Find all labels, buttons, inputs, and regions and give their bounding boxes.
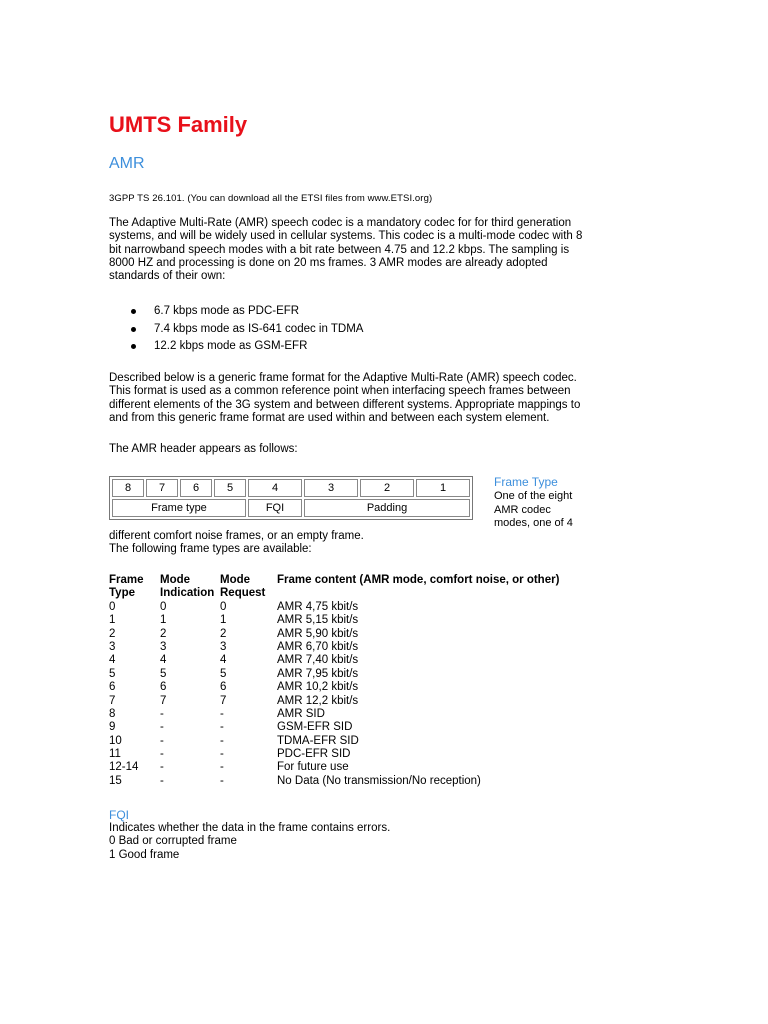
section-heading-amr: AMR [109, 155, 145, 172]
table-cell: No Data (No transmission/No reception) [277, 774, 481, 787]
frame-type-description [494, 490, 584, 531]
table-cell: 7 [220, 694, 227, 707]
table-cell: - [160, 748, 164, 761]
table-header-cell: Request [220, 587, 266, 600]
table-cell: - [220, 721, 224, 734]
field-row [112, 499, 470, 517]
table-cell: 2 [220, 627, 227, 640]
table-cell: 4 [160, 654, 167, 667]
table-cell: 0 [220, 600, 227, 613]
bit-row [112, 479, 470, 497]
amr-modes-list [109, 303, 363, 356]
table-cell: 4 [220, 654, 227, 667]
list-item [109, 321, 363, 339]
table-cell: - [220, 707, 224, 720]
list-item [109, 338, 363, 356]
field-cell-fqi: FQI [248, 499, 302, 517]
fqi-line: 1 Good frame [109, 848, 180, 861]
table-cell: - [160, 734, 164, 747]
bit-cell: 4 [248, 479, 302, 497]
table-cell: - [160, 774, 164, 787]
table-cell: 4 [109, 654, 116, 667]
table-cell: 3 [220, 640, 227, 653]
table-cell: - [220, 734, 224, 747]
table-cell: 2 [160, 627, 167, 640]
table-cell: 3 [160, 640, 167, 653]
table-cell: - [160, 707, 164, 720]
bullet-icon [131, 344, 136, 349]
bit-cell: 1 [416, 479, 470, 497]
table-cell: 1 [160, 614, 167, 627]
table-cell: - [220, 761, 224, 774]
table-header-cell: Frame content (AMR mode, comfort noise, or other) [277, 574, 560, 586]
frame-format-line: and from this generic frame format are used within and between each system element. [109, 411, 550, 424]
frame-format-line: different elements of the 3G system and between different systems. Appropriate mappings to [109, 398, 581, 411]
bit-cell: 3 [304, 479, 358, 497]
table-cell: AMR 12,2 kbit/s [277, 694, 359, 707]
frame-type-line: The following frame types are available: [109, 543, 312, 556]
table-cell: 3 [109, 640, 116, 653]
intro-line: standards of their own: [109, 270, 226, 283]
bit-cell: 7 [146, 479, 178, 497]
bit-cell: 2 [360, 479, 414, 497]
intro-line: 8000 HZ and processing is done on 20 ms frames. 3 AMR modes are already adopted [109, 256, 548, 269]
frame-type-line: AMR codec [494, 503, 551, 516]
list-item [109, 303, 363, 321]
table-header-cell: Frame [109, 574, 144, 586]
bit-cell: 8 [112, 479, 144, 497]
table-cell: 1 [109, 614, 116, 627]
table-cell: 12-14 [109, 761, 139, 774]
table-cell: 15 [109, 774, 122, 787]
table-cell: 5 [160, 667, 167, 680]
table-cell: 0 [160, 600, 167, 613]
table-cell: TDMA-EFR SID [277, 734, 359, 747]
table-header-cell: Mode [220, 574, 251, 586]
table-header-cell: Indication [160, 587, 215, 600]
intro-line: systems, and will be widely used in cellular systems. This codec is a multi-mode codec with 8 [109, 230, 583, 243]
fqi-line: Indicates whether the data in the frame contains errors. [109, 822, 391, 834]
table-cell: 2 [109, 627, 116, 640]
table-cell: - [220, 774, 224, 787]
table-cell: PDC-EFR SID [277, 748, 351, 761]
spec-reference: 3GPP TS 26.101. (You can download all the ETSI files from www.ETSI.org) [109, 193, 433, 204]
table-header-cell: Type [109, 587, 135, 600]
table-cell: - [160, 721, 164, 734]
frame-format-paragraph [109, 372, 579, 425]
table-cell: 7 [109, 694, 116, 707]
table-cell: 9 [109, 721, 116, 734]
bit-cell: 6 [180, 479, 212, 497]
table-cell: 6 [109, 681, 116, 694]
list-item-text: 6.7 kbps mode as PDC-EFR [154, 305, 300, 317]
table-cell: 5 [220, 667, 227, 680]
intro-line: bit narrowband speech modes with a bit rate between 4.75 and 12.2 kbps. The sampling is [109, 243, 570, 256]
table-cell: 11 [109, 748, 121, 761]
table-cell: 10 [109, 734, 122, 747]
table-header-cell: Mode [160, 574, 191, 586]
page-title: UMTS Family [109, 112, 248, 137]
frame-type-line: modes, one of 4 [494, 517, 573, 529]
table-cell: AMR 4,75 kbit/s [277, 600, 359, 613]
table-cell: 1 [220, 614, 227, 627]
fqi-heading: FQI [109, 808, 129, 822]
intro-line: The Adaptive Multi-Rate (AMR) speech codec is a mandatory codec for for third generation [109, 217, 572, 229]
frame-format-line: This format is used as a common reference point when interfacing speech frames between [109, 385, 571, 398]
frame-type-line: different comfort noise frames, or an empty frame. [109, 530, 364, 542]
frame-type-heading: Frame Type [494, 475, 558, 489]
field-cell-frame-type: Frame type [112, 499, 246, 517]
table-cell: AMR 6,70 kbit/s [277, 640, 359, 653]
frame-type-continued [109, 530, 579, 557]
table-cell: AMR SID [277, 707, 325, 720]
table-cell: 7 [160, 694, 167, 707]
list-item-text: 7.4 kbps mode as IS-641 codec in TDMA [154, 322, 364, 335]
list-item-text: 12.2 kbps mode as GSM-EFR [154, 340, 308, 352]
table-cell: 6 [220, 681, 227, 694]
frame-format-line: Described below is a generic frame format for the Adaptive Multi-Rate (AMR) speech codec. [109, 372, 577, 384]
table-cell: - [160, 761, 164, 774]
table-cell: For future use [277, 761, 349, 774]
frame-type-line: One of the eight [494, 490, 573, 502]
table-cell: AMR 7,40 kbit/s [277, 654, 359, 667]
table-cell: - [220, 748, 224, 761]
bit-cell: 5 [214, 479, 246, 497]
fqi-line: 0 Bad or corrupted frame [109, 835, 237, 848]
table-cell: 5 [109, 667, 116, 680]
table-cell: 6 [160, 681, 167, 694]
amr-header-table [109, 476, 473, 520]
bullet-icon [131, 327, 136, 332]
table-cell: AMR 5,15 kbit/s [277, 614, 359, 627]
table-cell: 0 [109, 600, 116, 613]
intro-paragraph [109, 217, 583, 283]
table-cell: 8 [109, 707, 116, 720]
fqi-description [109, 822, 390, 862]
header-intro: The AMR header appears as follows: [109, 443, 298, 455]
table-cell: AMR 10,2 kbit/s [277, 681, 359, 694]
table-cell: AMR 7,95 kbit/s [277, 667, 359, 680]
table-cell: GSM-EFR SID [277, 721, 353, 734]
bullet-icon [131, 309, 136, 314]
table-cell: AMR 5,90 kbit/s [277, 627, 359, 640]
field-cell-padding: Padding [304, 499, 470, 517]
